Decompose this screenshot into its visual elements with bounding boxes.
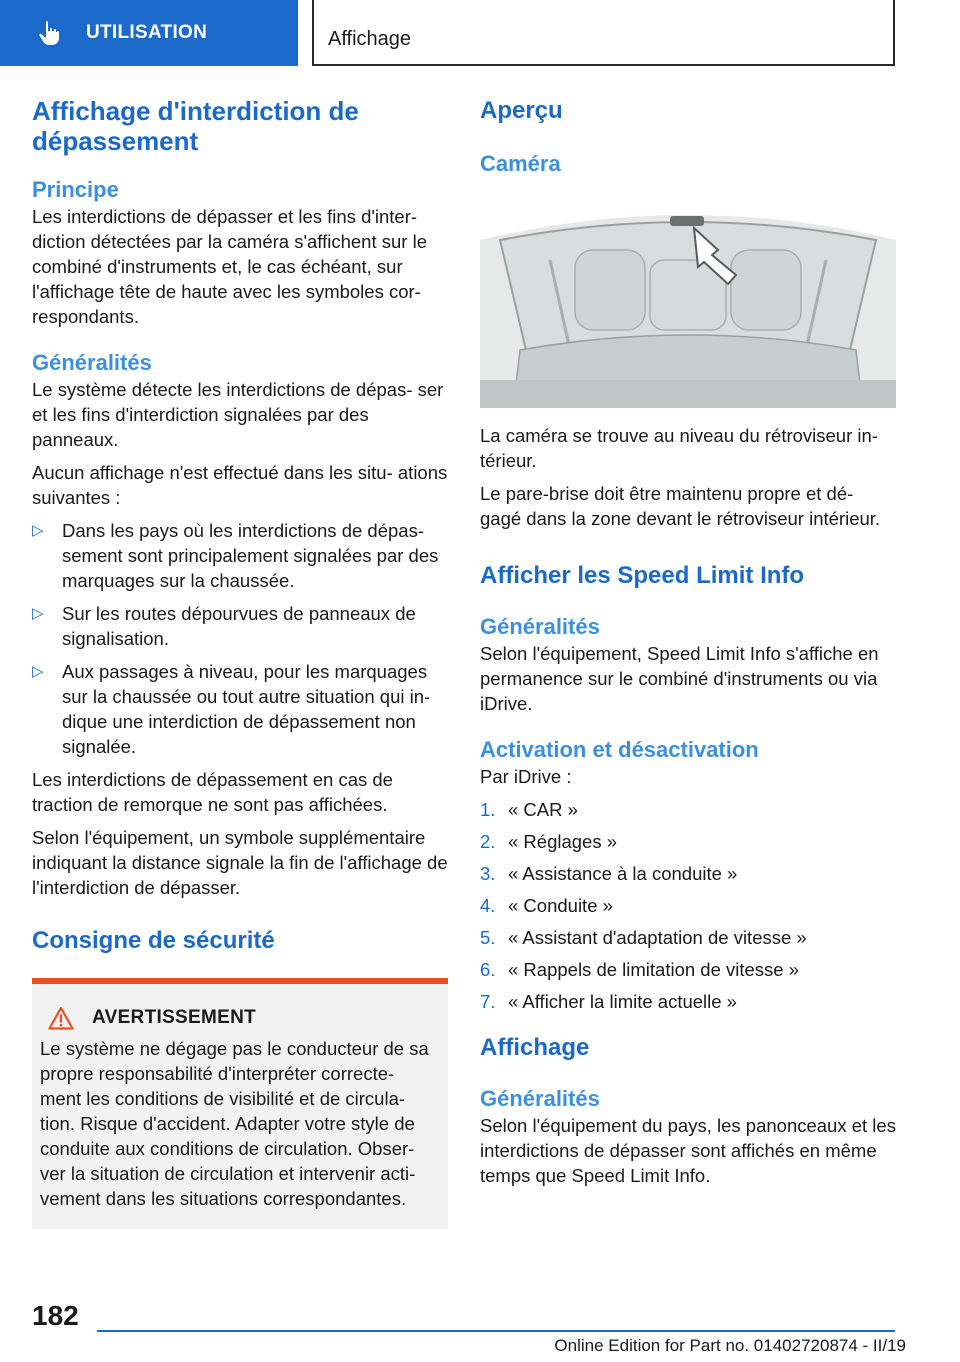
- section-tab: [0, 0, 298, 66]
- exception-list: [32, 518, 448, 759]
- heading-affichage-generalites: Généralités: [480, 1086, 600, 1111]
- heading-apercu: Aperçu: [480, 97, 563, 124]
- warning-text: Le système ne dégage pas le conducteur de sa propre responsabilité d'interpréter correcte- ment les conditions de visibilité et de circula- tion. Risque d'accident. Adapter votre style de conduite aux conditions de circulation. Obser- ver la situation de circulation et intervenir acti- vement dans les situations correspondantes.: [40, 1038, 429, 1209]
- section-title: Affichage d'interdiction de dépassement: [32, 96, 359, 156]
- left-column: [32, 96, 448, 1229]
- camera-text-1: La caméra se trouve au niveau du rétroviseur in- térieur.: [480, 425, 878, 471]
- right-column: [480, 96, 896, 1188]
- heading-principe: Principe: [32, 177, 119, 202]
- warning-header: [48, 1006, 440, 1030]
- step-item: 7. « Afficher la limite actuelle »: [480, 991, 737, 1012]
- page-header: [0, 0, 960, 66]
- heading-camera: Caméra: [480, 151, 561, 176]
- page-number: 182: [32, 1300, 79, 1331]
- heading-generalites: Généralités: [32, 350, 152, 375]
- activation-intro: Par iDrive :: [480, 766, 572, 787]
- step-item: 3. « Assistance à la conduite »: [480, 863, 738, 884]
- distance-note: Selon l'équipement, un symbole supplémentaire indiquant la distance signale la fin de l'affichage de l'interdiction de dépasser.: [32, 827, 448, 898]
- chapter-box: [312, 0, 895, 66]
- triangle-bullet-icon: ▷: [32, 522, 44, 539]
- section-label: UTILISATION: [86, 22, 208, 43]
- principe-text: Les interdictions de dépasser et les fins d'inter- diction détectées par la caméra s'affichent sur le combiné d'instruments et, le cas échéant, sur l'affichage tête de haute avec les symboles cor- respondants.: [32, 206, 427, 327]
- triangle-bullet-icon: ▷: [32, 605, 44, 622]
- list-item: ▷ Aux passages à niveau, pour les marquages sur la chaussée ou tout autre situation qui in- dique une interdiction de dépassement non signalée.: [32, 661, 431, 757]
- step-item: 4. « Conduite »: [480, 895, 613, 916]
- step-item: 5. « Assistant d'adaptation de vitesse »: [480, 927, 807, 948]
- heading-affichage: Affichage: [480, 1034, 590, 1061]
- generalites-text-2: Aucun affichage n'est effectué dans les situ- ations suivantes :: [32, 462, 448, 508]
- idrive-steps: [480, 797, 896, 1021]
- warning-title: AVERTISSEMENT: [92, 1007, 257, 1028]
- hand-pointer-icon: [36, 19, 64, 47]
- heading-sli-generalites: Généralités: [480, 614, 600, 639]
- heading-safety: Consigne de sécurité: [32, 927, 275, 954]
- camera-location-photo: [480, 200, 896, 408]
- camera-text-2: Le pare-brise doit être maintenu propre et dé- gagé dans la zone devant le rétroviseur intérieur.: [480, 483, 881, 529]
- heading-speed-limit-info: Afficher les Speed Limit Info: [480, 562, 805, 589]
- chapter-label: Affichage: [328, 28, 412, 50]
- warning-box: [32, 978, 448, 1229]
- step-item: 2. « Réglages »: [480, 831, 618, 852]
- list-item: ▷ Sur les routes dépourvues de panneaux de signalisation.: [32, 603, 416, 649]
- trailer-note: Les interdictions de dépassement en cas de traction de remorque ne sont pas affichées.: [32, 769, 393, 815]
- generalites-text-1: Le système détecte les interdictions de dépas- ser et les fins d'interdiction signalées par des panneaux.: [32, 379, 444, 450]
- heading-activation: Activation et désactivation: [480, 737, 759, 762]
- triangle-bullet-icon: ▷: [32, 663, 44, 680]
- edition-note: Online Edition for Part no. 01402720874 - II/19: [554, 1336, 906, 1355]
- footer-divider: [97, 1330, 895, 1332]
- step-item: 1. « CAR »: [480, 799, 578, 820]
- list-item: ▷ Dans les pays où les interdictions de dépas- sement sont principalement signalées par des marquages sur la chaussée.: [32, 520, 439, 591]
- affichage-generalites-text: Selon l'équipement du pays, les panonceaux et les interdictions de dépasser sont affichés en même temps que Speed Limit Info.: [480, 1115, 896, 1186]
- sli-generalites-text: Selon l'équipement, Speed Limit Info s'affiche en permanence sur le combiné d'instruments ou via iDrive.: [480, 643, 879, 714]
- warning-triangle-icon: [48, 1006, 74, 1030]
- step-item: 6. « Rappels de limitation de vitesse »: [480, 959, 800, 980]
